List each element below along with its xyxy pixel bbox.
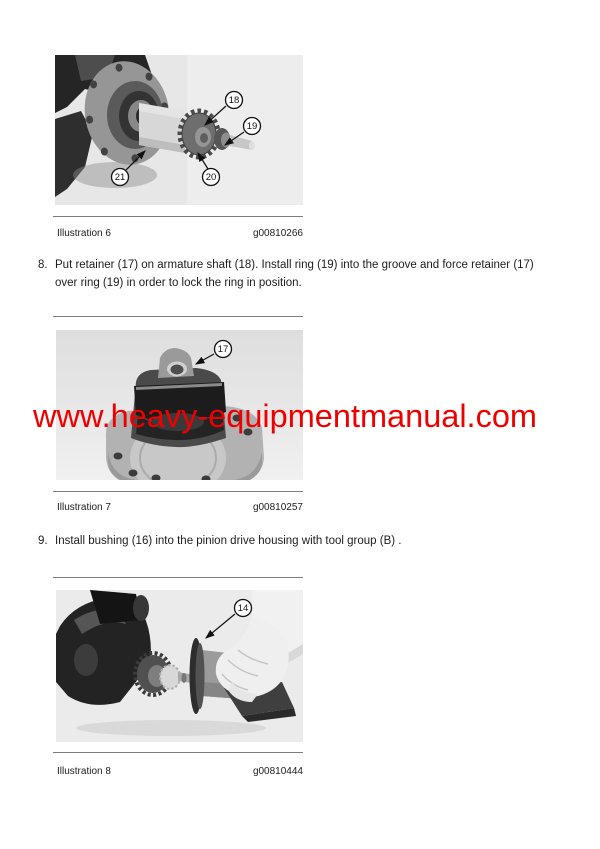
illustration-7-graphic-id: g00810257 — [252, 502, 303, 513]
drive-sleeve-shape — [139, 103, 185, 153]
illustration-8-image — [56, 590, 303, 742]
caption-divider — [53, 216, 303, 217]
step-9 — [38, 533, 545, 551]
illustration-6-graphic-id: g00810266 — [252, 228, 303, 239]
callout-21 — [112, 169, 129, 186]
illustration-8-caption: Illustration 8 — [57, 766, 111, 777]
step-8-text: Put retainer (17) on armature shaft (18). Install ring (19) into the groove and force retainer (17) over ring (19) in order to lock the ring in position. — [55, 259, 534, 289]
figure-top-divider — [53, 577, 303, 578]
illustration-8-graphic-id: g00810444 — [252, 766, 303, 777]
step-8 — [38, 257, 545, 292]
bushing-install-drawing — [56, 590, 303, 742]
illustration-6-caption: Illustration 6 — [57, 228, 111, 239]
callout-14-label: 14 — [237, 603, 249, 615]
callout-20-label: 20 — [205, 172, 217, 184]
illustration-6-image — [55, 55, 303, 205]
callout-20 — [203, 169, 220, 186]
callout-17 — [215, 341, 232, 358]
illustration-8-caption-row — [53, 766, 303, 778]
callout-14 — [235, 600, 252, 617]
callout-17-label: 17 — [217, 344, 229, 356]
illustration-7-caption-row — [53, 502, 303, 514]
callout-19-label: 19 — [246, 121, 258, 133]
watermark-text: www.heavy-equipmentmanual.com — [33, 398, 537, 434]
caption-divider — [53, 752, 303, 753]
callout-21-label: 21 — [114, 172, 126, 184]
illustration-6-caption-row — [53, 228, 303, 240]
callout-19 — [244, 118, 261, 135]
callout-18-label: 18 — [228, 95, 240, 107]
step-8-number: 8. — [38, 259, 48, 271]
illustration-7-caption: Illustration 7 — [57, 502, 111, 513]
starter-pinion-drawing — [55, 55, 303, 205]
step-9-text: Install bushing (16) into the pinion drive housing with tool group (B) . — [55, 535, 402, 547]
step-9-number: 9. — [38, 535, 48, 547]
caption-divider — [53, 491, 303, 492]
figure-top-divider — [53, 316, 303, 317]
callout-18 — [226, 92, 243, 109]
